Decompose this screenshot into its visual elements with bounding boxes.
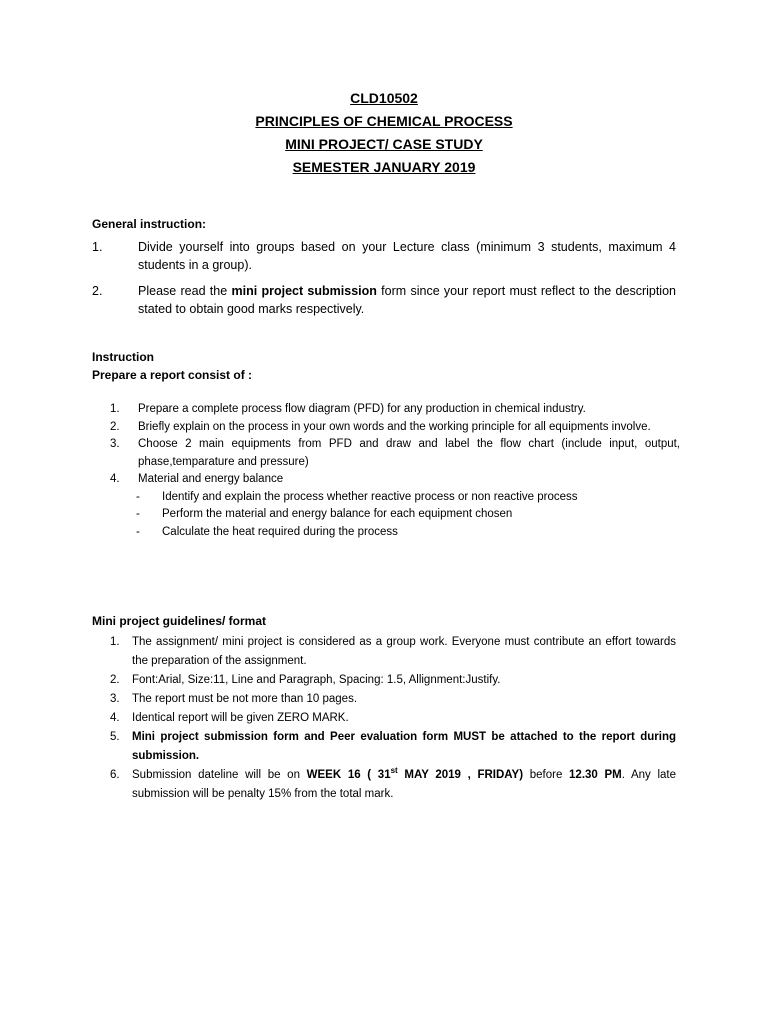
- guidelines-title: Mini project guidelines/ format: [92, 614, 267, 628]
- list-item: 2. Font:Arial, Size:11, Line and Paragraph, Spacing: 1.5, Allignment:Justify.: [110, 674, 501, 686]
- list-item: - Perform the material and energy balance for each equipment chosen: [136, 508, 513, 520]
- semester: SEMESTER JANUARY 2019: [292, 159, 476, 175]
- sub-list: [136, 489, 680, 542]
- course-title: PRINCIPLES OF CHEMICAL PROCESS: [255, 113, 513, 129]
- list-item: 1. The assignment/ mini project is considered as a group work. Everyone must contribute an effort towards the preparation of the assignment.: [110, 636, 676, 667]
- list-item: 4. Material and energy balance: [110, 473, 284, 485]
- guidelines-list: [110, 633, 676, 804]
- list-item: 3. The report must be not more than 10 pages.: [110, 693, 358, 705]
- instruction-subtitle: Prepare a report consist of :: [92, 368, 253, 382]
- list-item: 2. Briefly explain on the process in your own words and the working principle for all equipments involve.: [110, 420, 651, 433]
- list-item: 1. Prepare a complete process flow diagram (PFD) for any production in chemical industry.: [110, 403, 586, 415]
- list-item: 6. Submission dateline will be on WEEK 16 ( 31st MAY 2019 , FRIDAY) before 12.30 PM. Any late submission will be penalty 15% from the total mark.: [110, 766, 676, 800]
- instruction-title: Instruction: [92, 350, 154, 364]
- list-item: 5. Mini project submission form and Peer evaluation form MUST be attached to the report during submission.: [110, 731, 676, 762]
- list-item: 1. Divide yourself into groups based on your Lecture class (minimum 3 students, maximum 4 students in a group).: [92, 240, 676, 272]
- list-item: 3. Choose 2 main equipments from PFD and draw and label the flow chart (include input, output, phase,temparature and pressure): [110, 438, 680, 468]
- list-item: 4. Identical report will be given ZERO MARK.: [110, 712, 349, 724]
- instruction-list: [110, 401, 680, 541]
- list-item: - Identify and explain the process whether reactive process or non reactive process: [136, 490, 578, 503]
- list-item: 2. Please read the mini project submission form since your report must reflect to the description stated to obtain good marks respectively.: [92, 284, 676, 316]
- course-code: CLD10502: [350, 90, 418, 106]
- project-type: MINI PROJECT/ CASE STUDY: [285, 136, 483, 152]
- list-item: - Calculate the heat required during the process: [136, 525, 398, 538]
- general-instruction-title: General instruction:: [92, 217, 207, 231]
- general-instruction-list: [92, 238, 676, 326]
